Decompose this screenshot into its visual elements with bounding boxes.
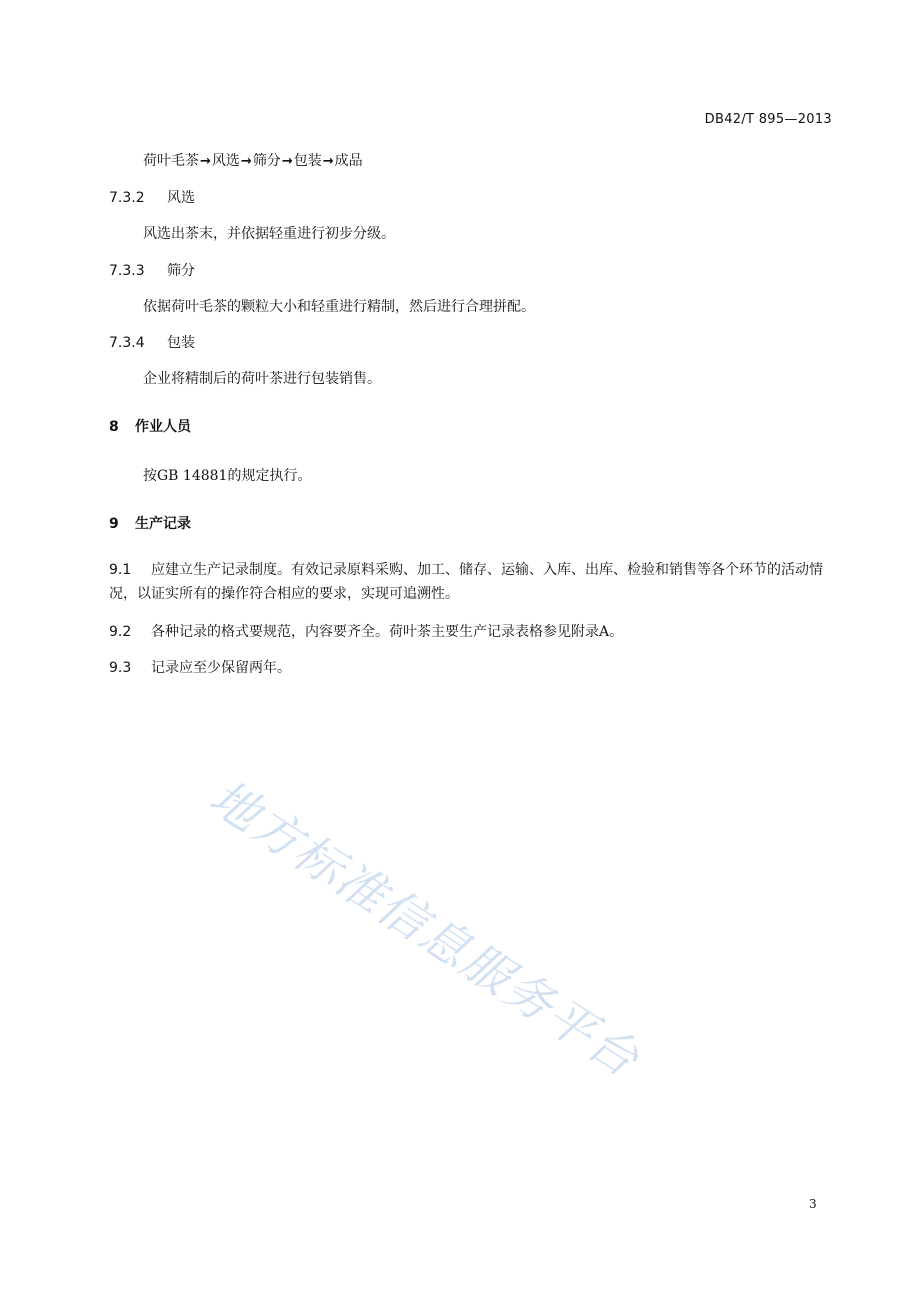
flow-step: 包装	[293, 153, 322, 169]
section-number: 9	[109, 516, 119, 532]
section-body-7-3-2: 风选出茶末，并依据轻重进行初步分级。	[143, 226, 395, 242]
section-number: 7.3.3	[109, 263, 145, 279]
section-number: 8	[109, 419, 119, 435]
section-heading-7-3-4	[109, 332, 195, 352]
flow-step: 荷叶毛茶	[143, 153, 199, 169]
page-number: 3	[809, 1197, 817, 1211]
process-flow	[143, 150, 363, 170]
clause-text: 应建立生产记录制度。有效记录原料采购、加工、储存、运输、入库、出库、检验和销售等各个环节的活动情况，以证实所有的操作符合相应的要求，实现可追溯性。	[109, 562, 823, 602]
section-title: 生产记录	[135, 516, 191, 532]
flow-arrow: →	[240, 154, 252, 169]
flow-step: 风选	[211, 153, 240, 169]
section-heading-7-3-3	[109, 260, 195, 280]
section-title: 风选	[167, 190, 195, 206]
section-title: 筛分	[167, 263, 195, 279]
clause-9-1	[109, 558, 833, 606]
standard-code-header: DB42/T 895—2013	[704, 112, 832, 127]
clause-number: 9.3	[109, 660, 132, 676]
section-body-7-3-3: 依据荷叶毛茶的颗粒大小和轻重进行精制，然后进行合理拼配。	[143, 299, 535, 315]
clause-number: 9.1	[109, 562, 132, 578]
flow-step: 成品	[334, 153, 363, 169]
clause-text: 记录应至少保留两年。	[151, 660, 291, 676]
flow-arrow: →	[281, 154, 293, 169]
section-heading-9	[109, 513, 191, 533]
section-number: 7.3.4	[109, 335, 145, 351]
flow-step: 筛分	[252, 153, 281, 169]
flow-arrow: →	[200, 154, 211, 169]
section-title: 作业人员	[135, 419, 191, 435]
section-heading-7-3-2	[109, 187, 195, 207]
section-body-8: 按GB 14881的规定执行。	[143, 468, 312, 484]
watermark: 地方标准信息服务平台	[199, 769, 650, 1089]
flow-arrow: →	[322, 154, 334, 169]
clause-9-2	[109, 620, 833, 644]
clause-number: 9.2	[109, 624, 132, 640]
clause-text: 各种记录的格式要规范，内容要齐全。荷叶茶主要生产记录表格参见附录A。	[151, 624, 624, 640]
section-body-7-3-4: 企业将精制后的荷叶茶进行包装销售。	[143, 371, 381, 387]
clause-9-3	[109, 656, 833, 680]
section-heading-8	[109, 416, 191, 436]
section-number: 7.3.2	[109, 190, 145, 206]
section-title: 包装	[167, 335, 195, 351]
